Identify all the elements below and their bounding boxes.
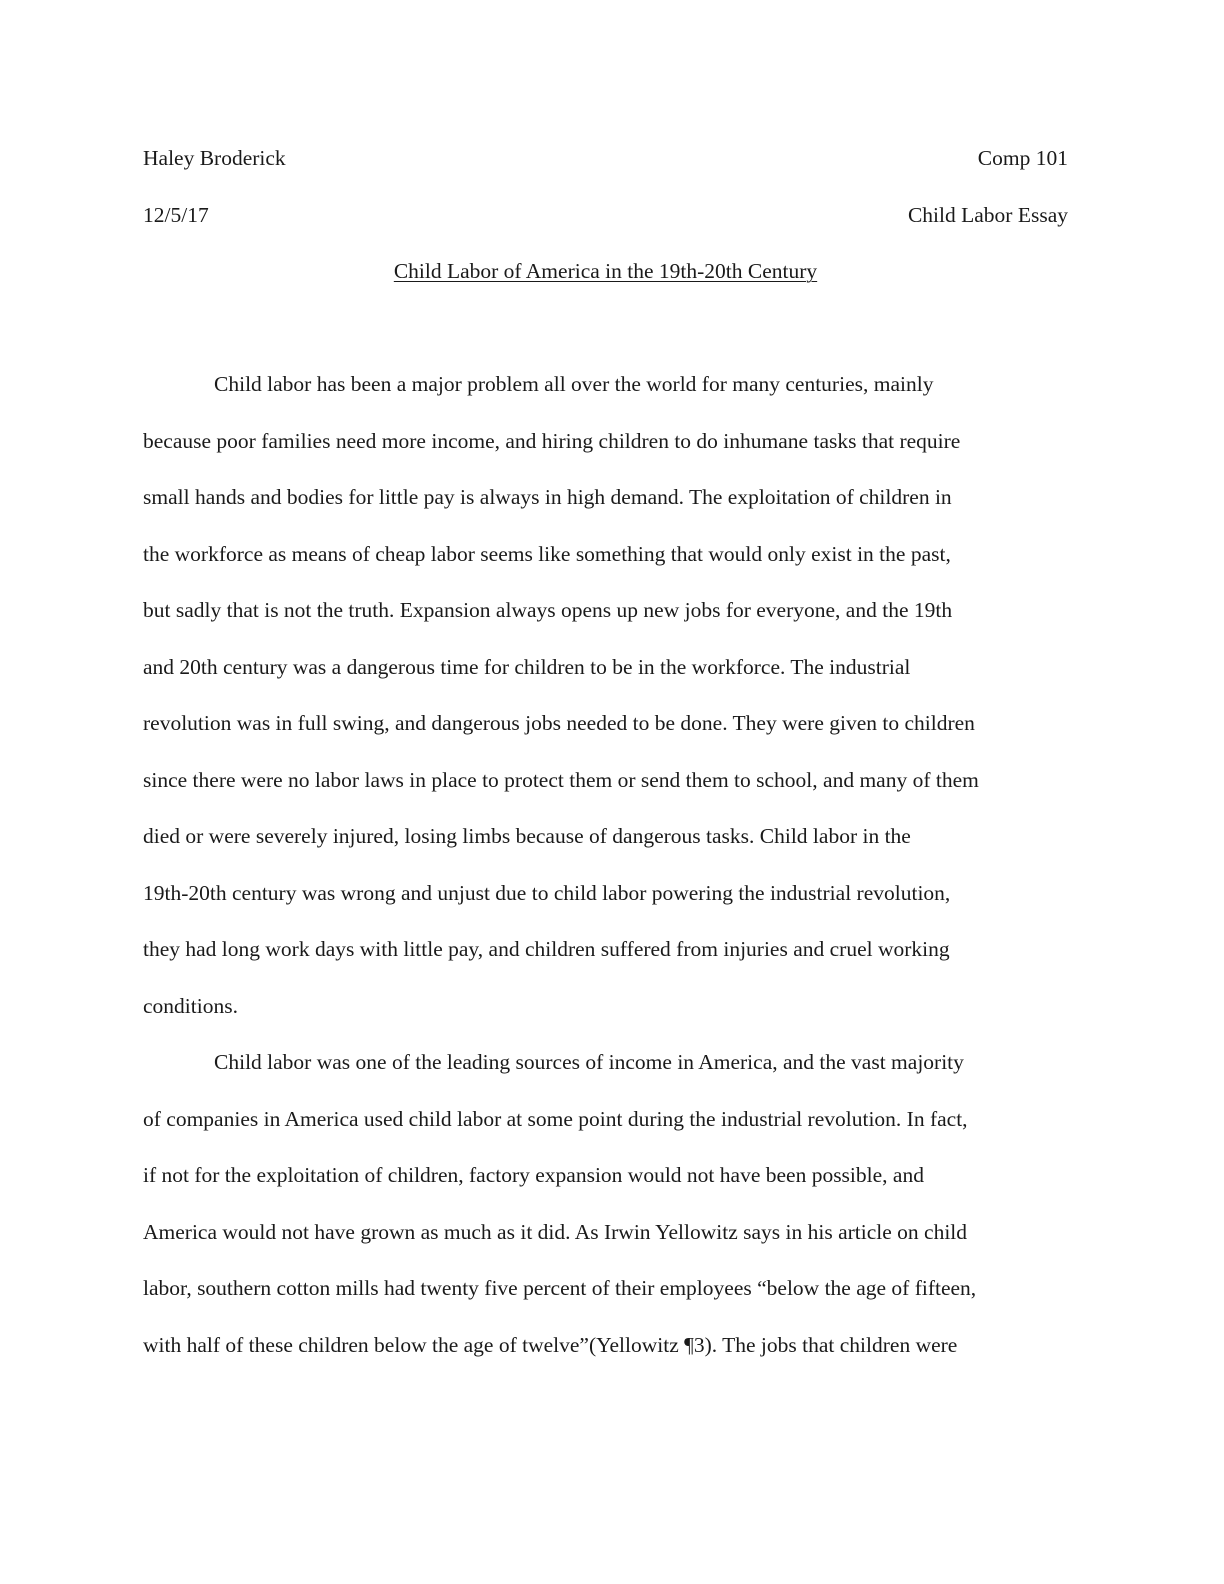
- paragraph-line: revolution was in full swing, and dangerous jobs needed to be done. They were given to children: [143, 711, 975, 735]
- paragraph-line: if not for the exploitation of children, factory expansion would not have been possible, and: [143, 1163, 924, 1187]
- paragraph-line: Child labor was one of the leading sources of income in America, and the vast majority: [214, 1050, 964, 1074]
- paragraph-line: they had long work days with little pay, and children suffered from injuries and cruel working: [143, 937, 950, 961]
- paragraph-line: conditions.: [143, 993, 238, 1018]
- paragraph-line: died or were severely injured, losing limbs because of dangerous tasks. Child labor in the: [143, 824, 911, 848]
- header-row-2: [143, 187, 1068, 244]
- paragraph-line: with half of these children below the age of twelve”(Yellowitz ¶3). The jobs that children were: [143, 1332, 958, 1357]
- paragraph-line: small hands and bodies for little pay is always in high demand. The exploitation of children in: [143, 485, 952, 509]
- paragraph-line: of companies in America used child labor at some point during the industrial revolution. In fact,: [143, 1106, 968, 1131]
- paragraph-2: [143, 1034, 1068, 1373]
- essay-title: Child Labor of America in the 19th-20th Century: [393, 259, 818, 283]
- paragraph-line: since there were no labor laws in place to protect them or send them to school, and many of them: [143, 767, 979, 792]
- assignment-name: Child Labor Essay: [907, 202, 1068, 227]
- document-page: [143, 130, 1068, 1373]
- header-row-1: [143, 130, 1068, 187]
- paragraph-line: labor, southern cotton mills had twenty five percent of their employees “below the age of fifteen,: [143, 1276, 977, 1300]
- paragraph-line: America would not have grown as much as it did. As Irwin Yellowitz says in his article on child: [143, 1219, 968, 1244]
- paragraph-line: Child labor has been a major problem all over the world for many centuries, mainly: [214, 372, 934, 396]
- paragraph-line: the workforce as means of cheap labor seems like something that would only exist in the past,: [143, 541, 951, 566]
- essay-date: 12/5/17: [143, 202, 209, 227]
- paragraph-line: and 20th century was a dangerous time for children to be in the workforce. The industrial: [143, 654, 911, 679]
- paragraph-line: 19th-20th century was wrong and unjust due to child labor powering the industrial revolution,: [143, 880, 951, 905]
- author-name: Haley Broderick: [143, 146, 286, 170]
- paragraph-line: because poor families need more income, and hiring children to do inhumane tasks that require: [143, 428, 961, 453]
- paragraph-line: but sadly that is not the truth. Expansion always opens up new jobs for everyone, and the 19th: [143, 598, 953, 622]
- paragraph-1: [143, 356, 1068, 1034]
- course-name: Comp 101: [977, 146, 1068, 170]
